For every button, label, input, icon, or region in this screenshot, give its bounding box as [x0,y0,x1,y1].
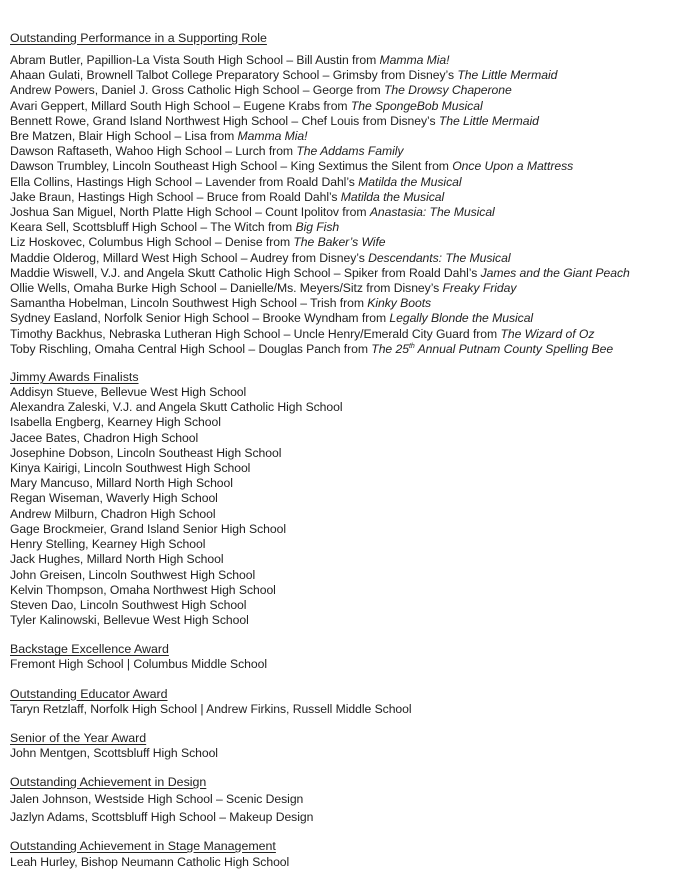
entry-text: Jake Braun, Hastings High School – Bruce from Roald Dahl’s [10,189,341,204]
entry-text: Keara Sell, Scottsbluff High School – The Witch from [10,220,296,235]
entry-line [10,522,674,537]
show-title [358,175,461,189]
entry-line [10,613,674,628]
entry-line [10,568,674,583]
section-senior-of-year [10,730,674,761]
entry-line [10,476,674,491]
entry-line [10,83,674,98]
entry-text: Leah Hurley, Bishop Neumann Catholic High School [10,854,290,869]
entry-line [10,790,674,808]
show-title [238,129,308,143]
section-heading: Outstanding Achievement in Design [10,774,207,789]
entry-line [10,159,674,174]
show-title [371,342,613,356]
entry-text: John Mentgen, Scottsbluff High School [10,745,218,760]
entry-line [10,598,674,613]
entry-text: Gage Brockmeier, Grand Island Senior High School [10,521,287,536]
entry-text: Sydney Easland, Norfolk Senior High School – Brooke Wyndham from [10,311,390,326]
entry-line [10,491,674,506]
entry-list [10,702,674,717]
entry-text: Kinya Kairigi, Lincoln Southwest High School [10,461,251,476]
show-title-text: The Drowsy Chaperone [384,83,512,98]
section-heading: Outstanding Achievement in Stage Management [10,838,276,853]
entry-line [10,129,674,144]
entry-line [10,220,674,235]
show-title [296,144,403,158]
entry-line [10,385,674,400]
entry-list [10,53,674,357]
show-title [367,296,431,310]
entry-line [10,251,674,266]
show-title-text: Big Fish [295,220,340,235]
section-educator-award [10,686,674,717]
entry-line [10,99,674,114]
show-title-text: Matilda the Musical [340,189,445,204]
show-title-text: Descendants: The Musical [368,250,511,265]
entry-text: Josephine Dobson, Lincoln Southeast High School [10,445,282,460]
show-title-text: The SpongeBob Musical [350,98,483,113]
entry-text: Tyler Kalinowski, Bellevue West High School [10,613,249,628]
section-backstage-excellence [10,641,674,672]
entry-text: Bre Matzen, Blair High School – Lisa from [10,129,238,144]
show-title [457,68,557,82]
entry-text: Maddie Olderog, Millard West High School – Audrey from Disney’s [10,250,369,265]
entry-text: Steven Dao, Lincoln Southwest High School [10,597,247,612]
entry-line [10,235,674,250]
entry-text: Jacee Bates, Chadron High School [10,430,199,445]
section-supporting-role [10,30,674,357]
show-title-text: The 25 [371,341,409,356]
show-title-text: Anastasia: The Musical [369,205,495,220]
entry-line [10,68,674,83]
show-title-text: The Little Mermaid [438,113,539,128]
show-title-text: Freaky Friday [442,281,517,296]
entry-line [10,175,674,190]
entry-text: Regan Wiseman, Waverly High School [10,491,218,506]
entry-list [10,385,674,628]
show-title [500,327,594,341]
show-title [452,159,573,173]
entry-text: Andrew Milburn, Chadron High School [10,506,216,521]
entry-line [10,53,674,68]
entry-text: Jazlyn Adams, Scottsbluff High School – Makeup Design [10,809,314,824]
show-title [481,266,630,280]
section-heading: Senior of the Year Award [10,730,147,745]
entry-text: Taryn Retzlaff, Norfolk High School | Andrew Firkins, Russell Middle School [10,701,412,716]
entry-line [10,552,674,567]
entry-line [10,657,674,672]
entry-line [10,702,674,717]
awards-document [10,30,674,884]
entry-text: Isabella Engberg, Kearney High School [10,415,221,430]
entry-line [10,311,674,326]
entry-text: Abram Butler, Papillion-La Vista South High School – Bill Austin from [10,53,380,67]
show-title-text: James and the Giant Peach [480,265,630,280]
show-title-text: The Addams Family [296,144,404,159]
section-heading: Backstage Excellence Award [10,642,169,657]
entry-list [10,855,674,870]
section-heading: Jimmy Awards Finalists [10,370,139,385]
entry-list [10,746,674,761]
entry-text: Ahaan Gulati, Brownell Talbot College Preparatory School – Grimsby from Disney’s [10,68,458,83]
show-title [443,281,517,295]
entry-line [10,281,674,296]
entry-line [10,583,674,598]
show-title [384,83,512,97]
entry-text: Henry Stelling, Kearney High School [10,537,206,552]
entry-text: Andrew Powers, Daniel J. Gross Catholic High School – George from [10,83,384,98]
show-title [341,190,444,204]
show-title-text: The Wizard of Oz [500,326,595,341]
entry-text: Dawson Trumbley, Lincoln Southeast High School – King Sextimus the Silent from [10,159,453,174]
show-title [370,205,495,219]
entry-text: Addisyn Stueve, Bellevue West High School [10,385,247,400]
entry-line [10,461,674,476]
entry-line [10,190,674,205]
entry-line [10,327,674,342]
entry-line [10,205,674,220]
entry-text: Timothy Backhus, Nebraska Lutheran High School – Uncle Henry/Emerald City Guard from [10,326,501,341]
entry-text: Maddie Wiswell, V.J. and Angela Skutt Catholic High School – Spiker from Roald Dahl’s [10,265,481,280]
show-title [351,99,483,113]
entry-text: Mary Mancuso, Millard North High School [10,476,233,491]
entry-text: Ella Collins, Hastings High School – Lavender from Roald Dahl’s [10,174,359,189]
section-achievement-design [10,774,674,826]
entry-line [10,296,674,311]
entry-list [10,657,674,672]
show-title-text: Once Upon a Mattress [452,159,574,174]
show-title [439,114,539,128]
entry-line [10,537,674,552]
entry-text: Ollie Wells, Omaha Burke High School – Danielle/Ms. Meyers/Sitz from Disney’s [10,281,443,296]
entry-text: Joshua San Miguel, North Platte High School – Count Ipolitov from [10,205,370,220]
entry-line [10,415,674,430]
entry-line [10,266,674,281]
entry-line [10,746,674,761]
entry-text: Fremont High School | Columbus Middle School [10,657,268,672]
entry-line [10,400,674,415]
entry-line [10,431,674,446]
entry-text: Alexandra Zaleski, V.J. and Angela Skutt Catholic High School [10,400,343,415]
entry-text: John Greisen, Lincoln Southwest High School [10,567,256,582]
show-title-text: Mamma Mia! [237,129,308,144]
entry-line [10,855,674,870]
show-title [380,53,450,67]
entry-text: Samantha Hobelman, Lincoln Southwest High School – Trish from [10,296,368,311]
section-jimmy-finalists [10,369,674,628]
show-title [295,220,339,234]
show-title-text: Legally Blonde the Musical [389,311,534,326]
entry-list [10,790,674,826]
entry-line [10,507,674,522]
entry-text: Avari Geppert, Millard South High School – Eugene Krabs from [10,98,351,113]
show-title-text: The Baker’s Wife [293,235,386,250]
ordinal-superscript: th [408,342,415,350]
entry-line [10,144,674,159]
entry-text: Kelvin Thompson, Omaha Northwest High School [10,582,276,597]
section-stage-management [10,838,674,870]
show-title-text: Matilda the Musical [358,174,462,189]
show-title-text: Kinky Boots [367,296,432,311]
entry-line [10,446,674,461]
entry-line [10,808,674,826]
section-heading: Outstanding Educator Award [10,686,168,701]
entry-line [10,342,674,357]
show-title [389,311,533,325]
show-title-text: Mamma Mia! [379,53,450,67]
entry-text: Liz Hoskovec, Columbus High School – Denise from [10,235,294,250]
show-title [368,251,510,265]
section-heading: Outstanding Performance in a Supporting Role [10,31,267,45]
entry-line [10,114,674,129]
entry-text: Dawson Raftaseth, Wahoo High School – Lurch from [10,144,297,159]
show-title-rest: Annual Putnam County Spelling Bee [414,341,614,356]
entry-text: Toby Rischling, Omaha Central High School – Douglas Panch from [10,341,372,356]
entry-text: Bennett Rowe, Grand Island Northwest High School – Chef Louis from Disney’s [10,113,439,128]
entry-text: Jalen Johnson, Westside High School – Scenic Design [10,791,304,806]
entry-text: Jack Hughes, Millard North High School [10,552,224,567]
show-title-text: The Little Mermaid [457,68,558,83]
show-title [293,235,385,249]
